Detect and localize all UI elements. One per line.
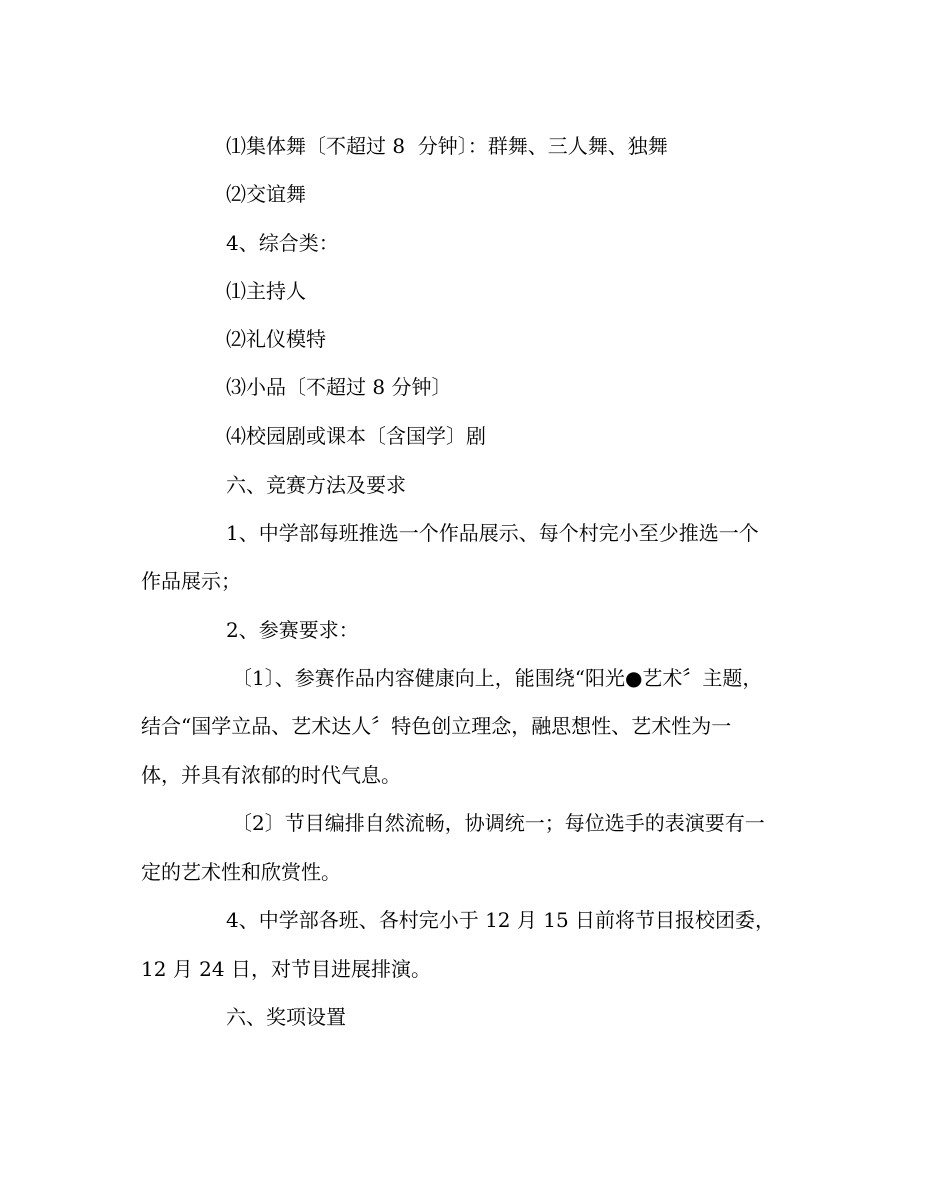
comprehensive-item-host: ⑴主持人 [226,279,306,303]
paragraph-deadline-line1: 4、中学部各班、各村完小于 12 月 15 日前将节目报校团委， [226,908,776,932]
section-heading-competition-method: 六、竞赛方法及要求 [226,473,406,497]
paragraph-selection-line2: 作品展示； [141,569,241,593]
section-heading-requirements: 2、参赛要求： [226,618,359,642]
section-heading-awards: 六、奖项设置 [226,1005,346,1029]
section-heading-comprehensive: 4、综合类： [226,231,339,255]
requirement-1-line3: 体，并具有浓郁的时代气息。 [141,763,401,787]
paragraph-deadline-line2: 12 月 24 日，对节目进展排演。 [141,957,431,981]
requirement-2-line1: 〔2〕节目编排自然流畅，协调统一；每位选手的表演要有一 [232,811,765,835]
comprehensive-item-skit: ⑶小品〔不超过 8 分钟〕 [226,375,452,399]
dance-item-ballroom: ⑵交谊舞 [226,182,306,206]
requirement-2-line2: 定的艺术性和欣赏性。 [141,860,341,884]
paragraph-selection-line1: 1、中学部每班推选一个作品展示、每个村完小至少推选一个 [226,521,759,545]
comprehensive-item-etiquette-model: ⑵礼仪模特 [226,327,326,351]
dance-item-group: ⑴集体舞〔不超过 8 分钟〕：群舞、三人舞、独舞 [226,134,668,158]
requirement-1-line1: 〔1〕、参赛作品内容健康向上，能围绕“阳光●艺术〞主题， [232,666,763,690]
comprehensive-item-campus-drama: ⑷校园剧或课本〔含国学〕剧 [226,424,486,448]
requirement-1-line2: 结合“国学立品、艺术达人〞特色创立理念，融思想性、艺术性为一 [141,714,732,738]
